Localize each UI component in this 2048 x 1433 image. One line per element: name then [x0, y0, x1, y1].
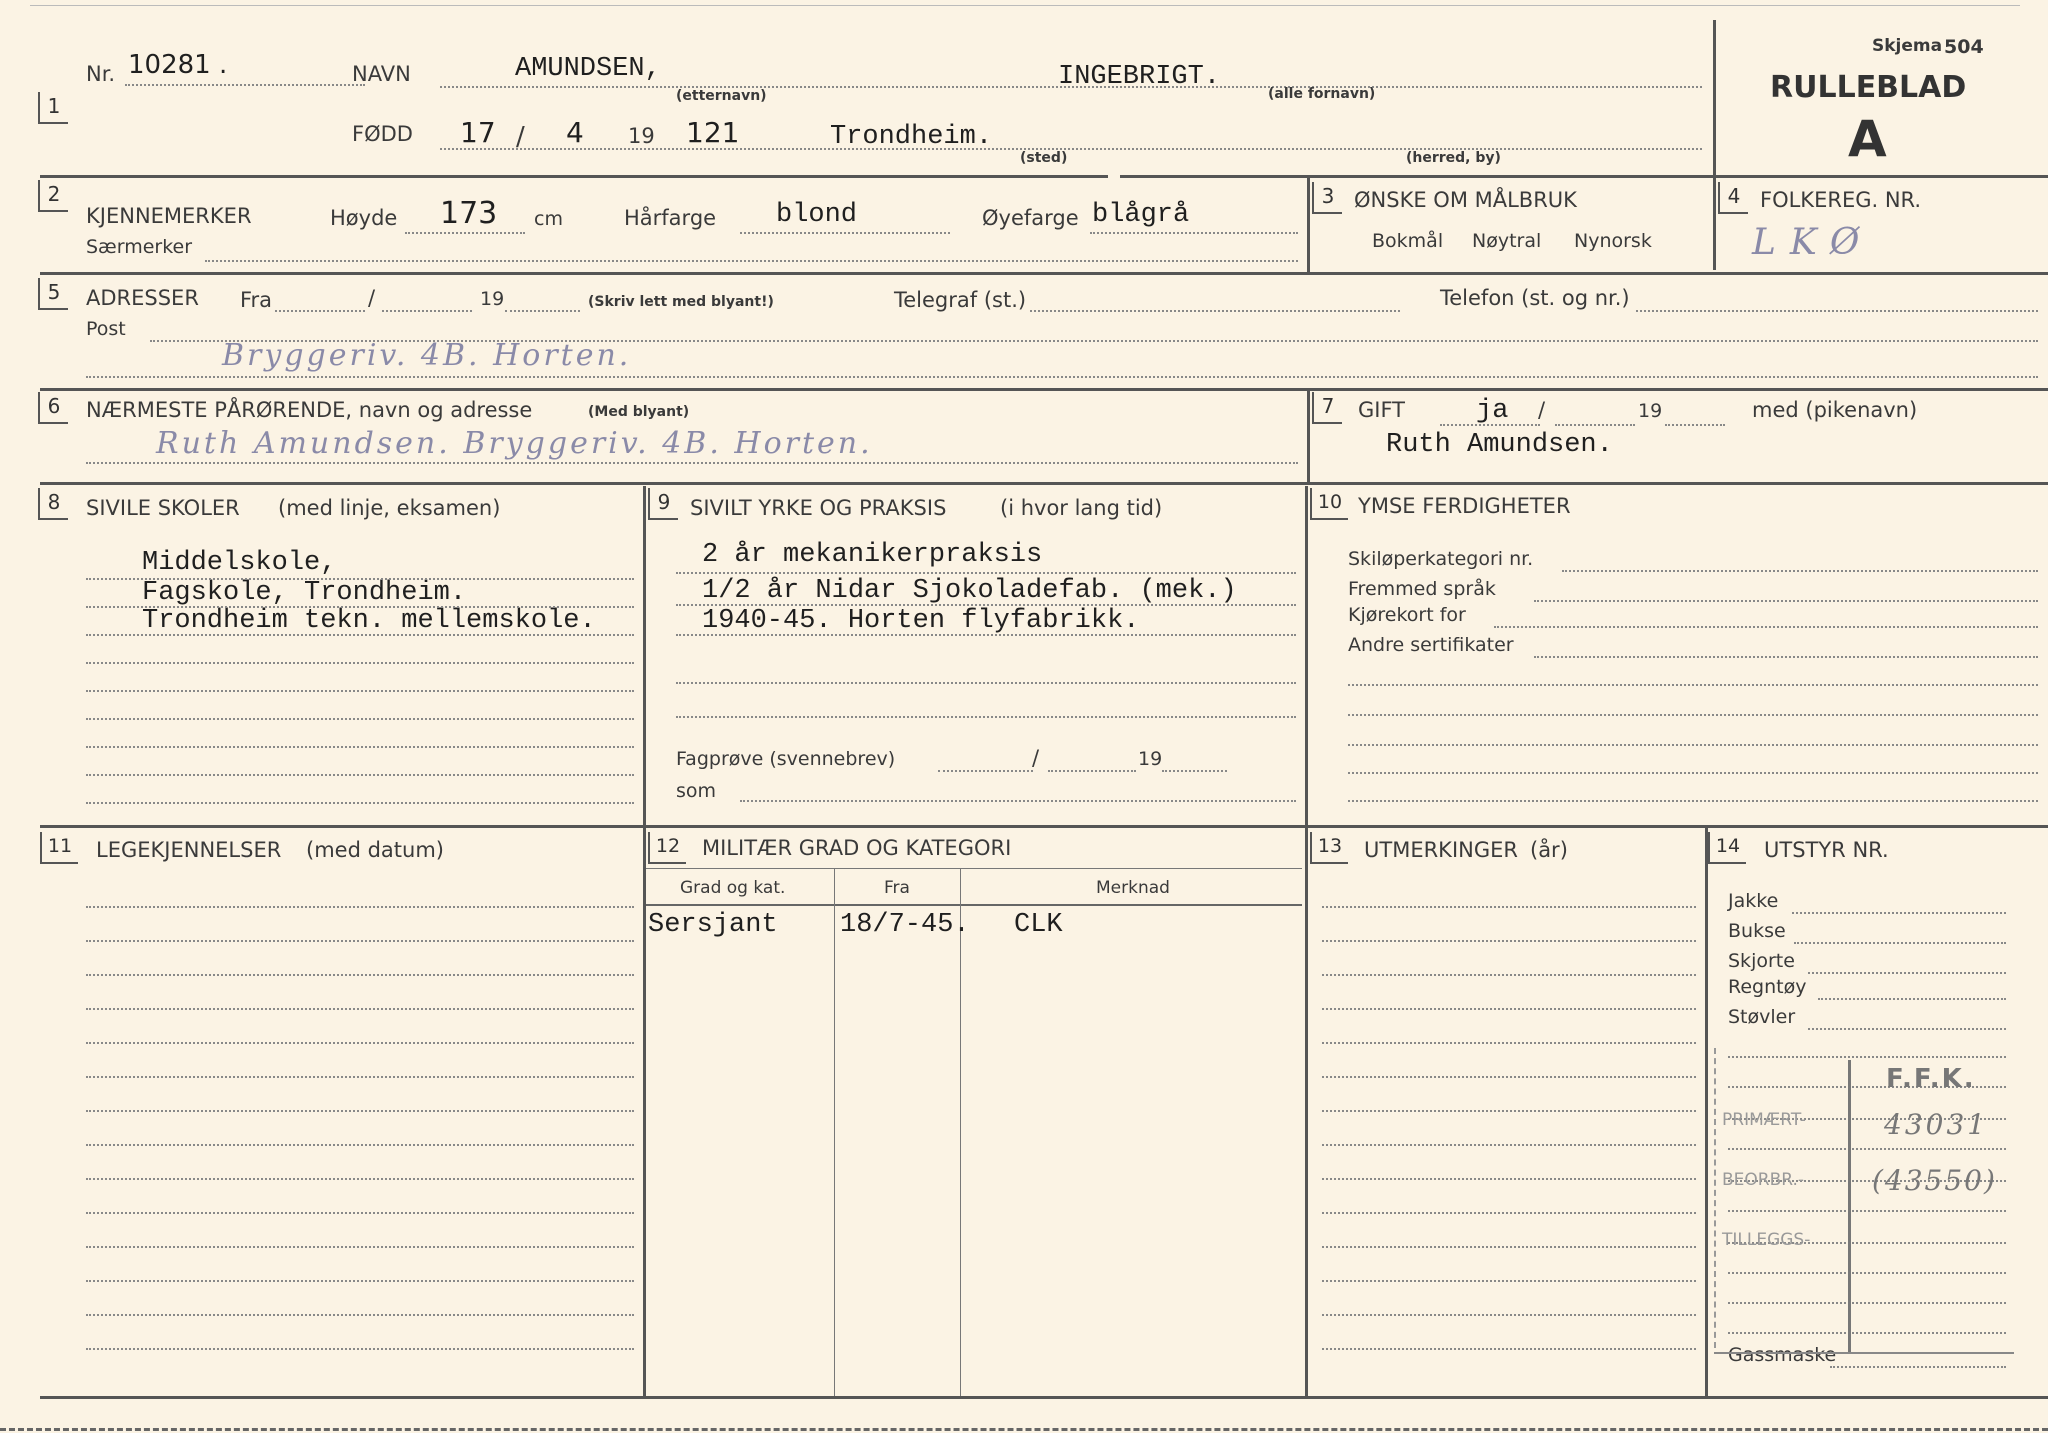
utm-dotline-5	[1322, 1042, 1696, 1044]
militaer-grad-value: Sersjant	[648, 910, 778, 940]
rule-row3	[40, 388, 2048, 391]
section-number-9: 9	[648, 488, 678, 520]
legekjennelser-sub: (med datum)	[306, 838, 444, 862]
surname-value: AMUNDSEN,	[515, 54, 661, 84]
skoler-dotline-1	[86, 578, 634, 580]
malbruk-option-bokmal: Bokmål	[1372, 230, 1444, 252]
skoler-dotline-5	[86, 690, 634, 692]
skjema-number: 504	[1944, 36, 1984, 58]
gift-dotline-3	[1665, 424, 1725, 426]
section-number-8: 8	[38, 488, 68, 520]
utm-dotline-7	[1322, 1110, 1696, 1112]
stamp-tilleggs-label: TILLEGGS-	[1722, 1230, 1811, 1250]
rule-top	[30, 5, 2020, 6]
fodd-label: FØDD	[352, 122, 413, 146]
birth-month: 4	[566, 116, 584, 149]
ferdighet-item-1: Skiløperkategori nr.	[1348, 548, 1534, 570]
yrke-dotline-1	[676, 572, 1296, 574]
rule-malbruk-left	[1307, 178, 1310, 274]
section-number-6: 6	[38, 392, 68, 424]
birth-year: 121	[686, 116, 740, 149]
gift-dotline	[1440, 424, 1540, 426]
skoler-dotline-2	[86, 606, 634, 608]
adresser-note: (Skriv lett med blyant!)	[588, 294, 774, 310]
adresser-fra-label: Fra	[240, 288, 273, 312]
lege-dotline-3	[86, 974, 634, 976]
hoyde-label: Høyde	[330, 206, 398, 230]
lege-dotline-12	[86, 1280, 634, 1282]
oyefarge-dotline	[1090, 232, 1298, 234]
rule-col13-left	[1305, 828, 1308, 1398]
utmerkinger-label: UTMERKINGER	[1364, 838, 1518, 862]
section-number-13: 13	[1310, 832, 1348, 864]
given-names-value: INGEBRIGT.	[1058, 62, 1221, 92]
ferdighet-dotline-1	[1562, 570, 2038, 572]
section-number-7: 7	[1312, 392, 1342, 424]
harfarge-label: Hårfarge	[624, 206, 717, 230]
skoler-dotline-3	[86, 634, 634, 636]
spouse-value: Ruth Amundsen.	[1386, 430, 1613, 460]
rule-bottom	[40, 1396, 2048, 1399]
section-number-11: 11	[40, 832, 78, 864]
kjennemerker-label: KJENNEMERKER	[86, 204, 252, 228]
parorende-note: (Med blyant)	[588, 404, 690, 420]
hoyde-value: 173	[440, 196, 498, 231]
parorende-label: NÆRMESTE PÅRØRENDE, navn og adresse	[86, 398, 533, 422]
lege-dotline-1	[86, 906, 634, 908]
skole-entry-1: Middelskole,	[142, 548, 337, 578]
gassmaske-dotline	[1830, 1366, 2006, 1368]
gift-label: GIFT	[1358, 398, 1406, 422]
title-letter-a: A	[1848, 110, 1887, 168]
stamp-bottom-border	[1714, 1352, 2014, 1354]
utstyr-dotline-15	[1728, 1332, 2006, 1334]
telegraf-dotline	[1030, 310, 1400, 312]
lege-dotline-4	[86, 1008, 634, 1010]
birth-place: Trondheim.	[830, 122, 993, 152]
nr-dotline	[125, 84, 365, 86]
harfarge-value: blond	[776, 200, 858, 230]
rule-title-divider	[1713, 20, 1716, 270]
militaer-col-divider-2	[960, 868, 961, 1396]
rule-col10-left	[1305, 486, 1308, 826]
skoler-dotline-4	[86, 662, 634, 664]
yrke-dotline-2	[676, 604, 1296, 606]
sted-caption: (sted)	[1020, 150, 1068, 166]
gift-value: ja	[1476, 396, 1509, 426]
fagprove-label: Fagprøve (svennebrev)	[676, 748, 896, 770]
militaer-label: MILITÆR GRAD OG KATEGORI	[702, 836, 1012, 860]
som-label: som	[676, 780, 717, 802]
telegraf-label: Telegraf (st.)	[894, 288, 1027, 312]
ferdighet-item-4: Andre sertifikater	[1348, 634, 1514, 656]
stamp-left-border	[1714, 1048, 1716, 1348]
harfarge-dotline	[740, 232, 950, 234]
telefon-dotline	[1636, 310, 2038, 312]
rule-col12-left	[643, 828, 646, 1398]
utstyr-dotline-9	[1728, 1148, 2006, 1150]
ferdighet-item-3: Kjørekort for	[1348, 604, 1466, 626]
rule-row5	[40, 825, 2048, 828]
militaer-col-merknad: Merknad	[1096, 878, 1170, 898]
lege-dotline-7	[86, 1110, 634, 1112]
section-number-14: 14	[1708, 832, 1746, 864]
parorende-value: Ruth Amundsen. Bryggeriv. 4B. Horten.	[156, 426, 873, 461]
section-number-1: 1	[38, 92, 68, 124]
malbruk-option-nynorsk: Nynorsk	[1574, 230, 1652, 252]
lege-dotline-14	[86, 1348, 634, 1350]
skoler-dotline-9	[86, 802, 634, 804]
birth-day: 17	[460, 116, 496, 149]
parorende-dotline	[86, 462, 1298, 464]
surname-caption: (etternavn)	[676, 88, 767, 104]
skole-entry-3: Trondheim tekn. mellemskole.	[142, 606, 596, 636]
lege-dotline-13	[86, 1314, 634, 1316]
utm-dotline-12	[1322, 1280, 1696, 1282]
given-caption: (alle fornavn)	[1268, 86, 1376, 102]
gift-slash: /	[1538, 398, 1546, 422]
yrke-dotline-4	[676, 682, 1296, 684]
yrke-entry-2: 1/2 år Nidar Sjokoladefab. (mek.)	[702, 576, 1237, 606]
hoyde-dotline	[405, 232, 525, 234]
ferdighet-dotline-6	[1348, 714, 2038, 716]
utstyr-dotline-13	[1728, 1272, 2006, 1274]
lege-dotline-11	[86, 1246, 634, 1248]
utstyr-item-jakke: Jakke	[1728, 890, 1779, 912]
oyefarge-value: blågrå	[1092, 200, 1190, 230]
ferdighet-dotline-2	[1534, 600, 2038, 602]
ferdighet-item-2: Fremmed språk	[1348, 578, 1496, 600]
stamp-primaert-label: PRIMÆRT-	[1722, 1110, 1806, 1130]
rule-col14-left	[1705, 828, 1708, 1398]
ferdighet-dotline-7	[1348, 744, 2038, 746]
telefon-label: Telefon (st. og nr.)	[1440, 286, 1630, 310]
rule-bottom-edge	[0, 1428, 2048, 1431]
gift-med-label: med (pikenavn)	[1752, 398, 1918, 422]
post-label: Post	[86, 318, 126, 340]
adresser-century: 19	[480, 288, 505, 310]
utstyr-item-bukse: Bukse	[1728, 920, 1786, 942]
fagprove-century: 19	[1138, 748, 1163, 770]
lege-dotline-9	[86, 1178, 634, 1180]
utm-dotline-10	[1322, 1212, 1696, 1214]
utm-dotline-2	[1322, 940, 1696, 942]
utm-dotline-8	[1322, 1144, 1696, 1146]
stamp-beorbr-value: (43550)	[1872, 1164, 1997, 1197]
skoler-dotline-6	[86, 718, 634, 720]
ferdighet-dotline-9	[1348, 800, 2038, 802]
malbruk-label: ØNSKE OM MÅLBRUK	[1354, 188, 1577, 212]
skoler-dotline-8	[86, 774, 634, 776]
utm-dotline-13	[1322, 1314, 1696, 1316]
rule-row2	[40, 272, 2048, 275]
ferdighet-dotline-8	[1348, 772, 2038, 774]
adresser-slash: /	[368, 286, 376, 310]
fagprove-slash: /	[1032, 746, 1040, 770]
section-number-4: 4	[1718, 182, 1748, 214]
som-dotline	[740, 800, 1296, 802]
fagprove-dotline-2	[1048, 770, 1136, 772]
ferdigheter-label: YMSE FERDIGHETER	[1358, 494, 1571, 518]
utm-dotline-3	[1322, 974, 1696, 976]
stamp-beorbr-label: BEORBR.-	[1722, 1170, 1805, 1190]
navn-label: NAVN	[352, 62, 411, 86]
saermerker-dotline	[205, 260, 1298, 262]
utstyr-label: UTSTYR NR.	[1764, 838, 1889, 862]
skjema-label: Skjema	[1872, 36, 1943, 56]
utstyr-item-regntoy: Regntøy	[1728, 976, 1807, 998]
fagprove-dotline-1	[938, 770, 1033, 772]
utstyr-dotline-3	[1808, 972, 2006, 974]
utm-dotline-4	[1322, 1008, 1696, 1010]
yrke-dotline-3	[676, 634, 1296, 636]
militaer-col-grad: Grad og kat.	[680, 878, 786, 898]
utstyr-dotline-14	[1728, 1302, 2006, 1304]
malbruk-option-noytral: Nøytral	[1472, 230, 1542, 252]
saermerker-label: Særmerker	[86, 236, 193, 258]
folkereg-value: LKØ	[1752, 222, 1874, 263]
utmerkinger-sub: (år)	[1530, 838, 1568, 862]
skoler-dotline-7	[86, 746, 634, 748]
fra-dotline	[275, 310, 365, 312]
fodd-dotline	[440, 148, 1702, 150]
oyefarge-label: Øyefarge	[982, 206, 1079, 230]
utm-dotline-1	[1322, 906, 1696, 908]
legekjennelser-label: LEGEKJENNELSER	[96, 838, 282, 862]
utstyr-item-stovler: Støvler	[1728, 1006, 1796, 1028]
lege-dotline-8	[86, 1144, 634, 1146]
yrke-dotline-5	[676, 716, 1296, 718]
section-number-3: 3	[1312, 182, 1342, 214]
utstyr-item-gassmaske: Gassmaske	[1728, 1344, 1837, 1366]
utstyr-dotline-6	[1728, 1056, 2006, 1058]
lege-dotline-6	[86, 1076, 634, 1078]
ferdighet-dotline-3	[1494, 626, 2038, 628]
stamp-divider	[1848, 1060, 1851, 1352]
lege-dotline-10	[86, 1212, 634, 1214]
rule-gift-left	[1307, 390, 1310, 484]
rule-row1b	[1120, 175, 2048, 178]
fra-dotline-3	[505, 310, 580, 312]
utstyr-dotline-11	[1728, 1210, 2006, 1212]
gift-century: 19	[1638, 400, 1663, 422]
utstyr-dotline-1	[1792, 912, 2006, 914]
militaer-col-fra: Fra	[884, 878, 910, 898]
utstyr-dotline-5	[1808, 1028, 2006, 1030]
section-number-5: 5	[38, 278, 68, 310]
address-value: Bryggeriv. 4B. Horten.	[222, 338, 632, 373]
rule-row4	[40, 482, 2048, 485]
utstyr-dotline-4	[1818, 998, 2006, 1000]
herred-caption: (herred, by)	[1406, 150, 1501, 166]
militaer-col-divider-1	[834, 868, 835, 1396]
lege-dotline-2	[86, 940, 634, 942]
militaer-fra-value: 18/7-45.	[840, 910, 970, 940]
stamp-unit: F.F.K.	[1886, 1064, 1976, 1094]
gift-dotline-2	[1555, 424, 1635, 426]
section-number-10: 10	[1310, 488, 1348, 520]
fra-dotline-2	[382, 310, 472, 312]
address-dotline	[86, 376, 2038, 378]
utm-dotline-6	[1322, 1076, 1696, 1078]
utm-dotline-11	[1322, 1246, 1696, 1248]
section-number-2: 2	[38, 180, 68, 212]
nr-label: Nr.	[86, 62, 116, 86]
ferdighet-dotline-5	[1348, 684, 2038, 686]
yrke-sub: (i hvor lang tid)	[1000, 496, 1163, 520]
utstyr-item-skjorte: Skjorte	[1728, 950, 1795, 972]
ferdighet-dotline-4	[1534, 656, 2038, 658]
fagprove-dotline-3	[1162, 770, 1227, 772]
rule-row1	[40, 175, 1108, 178]
utstyr-dotline-2	[1794, 942, 2006, 944]
utm-dotline-9	[1322, 1178, 1696, 1180]
yrke-entry-1: 2 år mekanikerpraksis	[702, 540, 1043, 570]
yrke-entry-3: 1940-45. Horten flyfabrikk.	[702, 606, 1140, 636]
stamp-primaert-value: 43031	[1884, 1108, 1989, 1141]
militaer-colhead-rule	[646, 904, 1302, 906]
skoler-sub: (med linje, eksamen)	[278, 496, 501, 520]
adresser-label: ADRESSER	[86, 286, 199, 310]
title-rulleblad: RULLEBLAD	[1770, 70, 1967, 105]
folkereg-label: FOLKEREG. NR.	[1760, 188, 1922, 212]
yrke-label: SIVILT YRKE OG PRAKSIS	[690, 496, 947, 520]
nr-value: 10281 .	[128, 50, 228, 80]
utm-dotline-14	[1322, 1348, 1696, 1350]
militaer-merknad-value: CLK	[1014, 910, 1063, 940]
cm-label: cm	[534, 208, 563, 230]
skole-entry-2: Fagskole, Trondheim.	[142, 578, 467, 608]
birth-century: 19	[628, 124, 655, 148]
section-number-12: 12	[648, 832, 686, 864]
birth-slash: /	[516, 122, 525, 152]
militaer-header-rule	[646, 868, 1302, 869]
lege-dotline-5	[86, 1042, 634, 1044]
skoler-label: SIVILE SKOLER	[86, 496, 240, 520]
rule-col9-left	[643, 486, 646, 826]
